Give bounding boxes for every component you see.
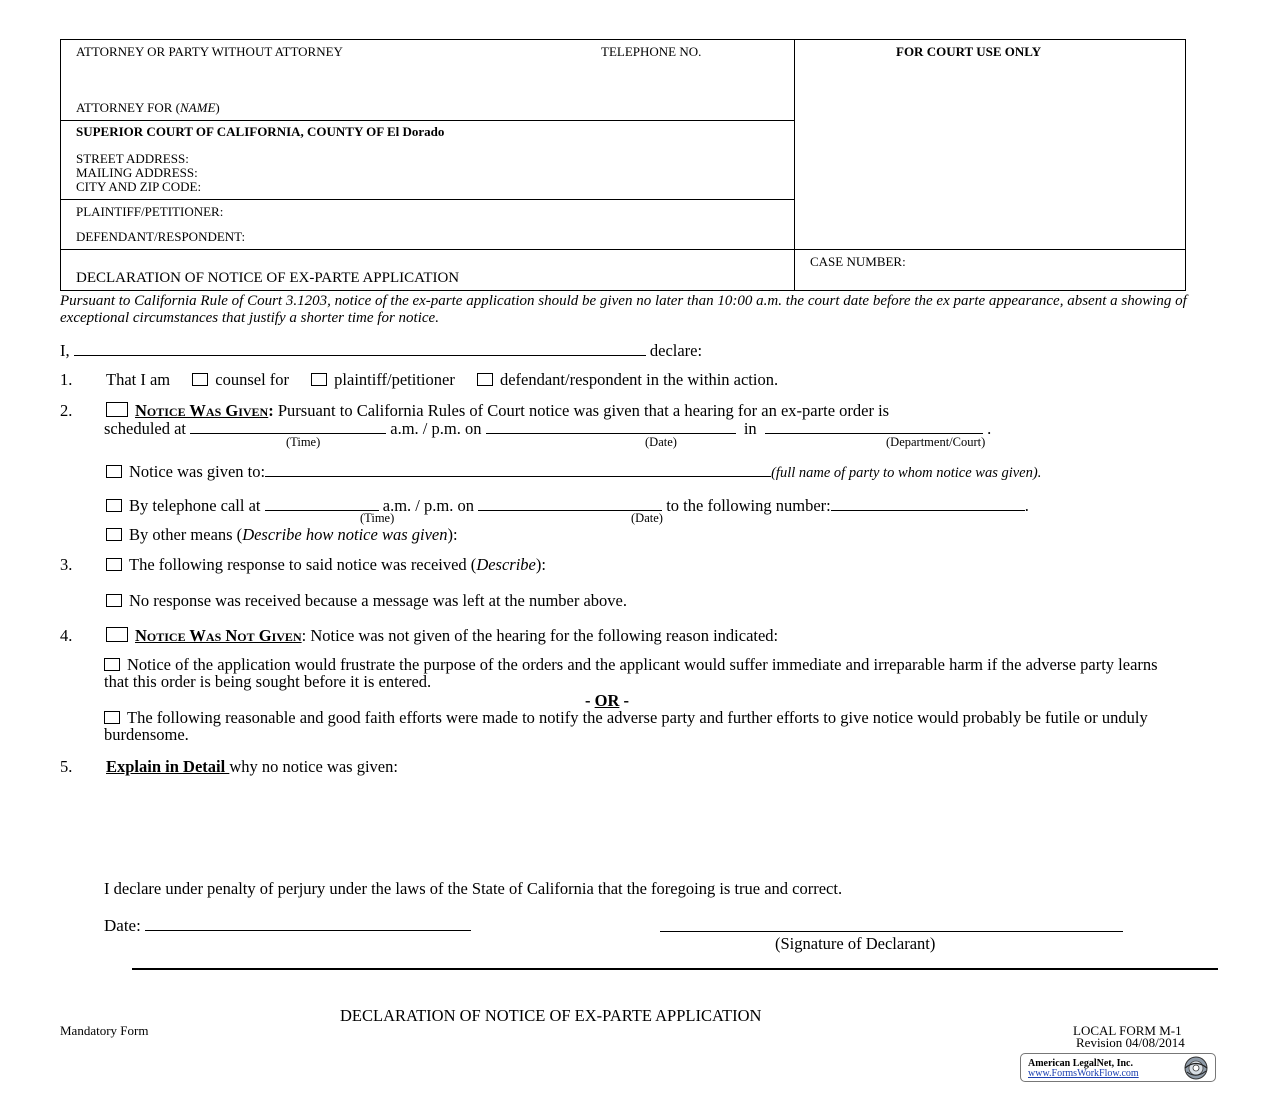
declarant-line: I, declare:	[60, 341, 703, 360]
scheduled-row: scheduled at a.m. / p.m. on in .	[104, 419, 992, 438]
no-response-checkbox[interactable]	[106, 594, 122, 607]
caption-rule-1	[60, 120, 795, 121]
good-faith-option: The following reasonable and good faith efforts were made to notify the adverse party and further efforts to give notice would probably be futile or unduly burdensome.	[104, 708, 1148, 744]
americanlegalnet-logo[interactable]	[1020, 1053, 1216, 1082]
caption-rule-3	[60, 249, 1186, 250]
defendant-checkbox[interactable]	[477, 373, 493, 386]
case-number-label: CASE NUMBER:	[810, 254, 906, 269]
telephone-label: TELEPHONE NO.	[601, 44, 702, 59]
court-use-label: FOR COURT USE ONLY	[896, 44, 1042, 59]
declarant-name-field[interactable]	[74, 340, 646, 356]
hearing-date-field[interactable]	[486, 418, 736, 434]
good-faith-checkbox[interactable]	[104, 711, 120, 724]
given-to-checkbox[interactable]	[106, 465, 122, 478]
local-form-label: LOCAL FORM M-1	[1073, 1023, 1182, 1038]
caption-box	[60, 39, 1186, 291]
notice-given-checkbox[interactable]	[106, 402, 128, 417]
hearing-time-field[interactable]	[190, 418, 386, 434]
globe-icon	[1179, 1055, 1213, 1081]
item-4-number: 4.	[60, 626, 73, 645]
telephone-row: By telephone call at a.m. / p.m. on to the following number: .	[106, 495, 1029, 516]
intro-text: Pursuant to California Rule of Court 3.1203, notice of the ex-parte application should be given no later than 10:00 a.m. the court date before the ex parte appearance, absent a showing of exceptional circumstances that justify a shorter time for notice.	[60, 293, 1187, 326]
notice-given-to-row: Notice was given to: (full name of party to whom notice was given).	[106, 461, 1041, 482]
department-field[interactable]	[765, 418, 983, 434]
frustrate-option: Notice of the application would frustrate the purpose of the orders and the applicant would suffer immediate and irreparable harm if the adverse party learns that this order is being sought before it is entered.	[104, 655, 1158, 691]
logo-website-link[interactable]: www.FormsWorkFlow.com	[1028, 1068, 1139, 1079]
footer-title: DECLARATION OF NOTICE OF EX-PARTE APPLICATION	[340, 1006, 762, 1025]
or-divider: - OR -	[585, 691, 629, 710]
frustrate-checkbox[interactable]	[104, 658, 120, 671]
time-hint: (Time)	[286, 435, 321, 449]
date-row: Date:	[104, 915, 471, 936]
phone-date-field[interactable]	[478, 495, 662, 511]
court-name: SUPERIOR COURT OF CALIFORNIA, COUNTY OF El Dorado	[76, 124, 445, 139]
city-zip-label: CITY AND ZIP CODE:	[76, 179, 202, 194]
item-2-heading-row: Notice Was Given: Pursuant to California Rules of Court notice was given that a hearing for an ex-parte order is	[106, 401, 889, 421]
signature-label: (Signature of Declarant)	[775, 934, 936, 953]
phone-time-field[interactable]	[265, 495, 379, 511]
defendant-label: DEFENDANT/RESPONDENT:	[76, 229, 246, 244]
caption-rule-2	[60, 199, 795, 200]
department-hint: (Department/Court)	[886, 435, 986, 449]
date-hint: (Date)	[645, 435, 677, 449]
plaintiff-checkbox[interactable]	[311, 373, 327, 386]
item-2-number: 2.	[60, 401, 73, 420]
form-title: DECLARATION OF NOTICE OF EX-PARTE APPLICATION	[76, 270, 460, 286]
other-means-checkbox[interactable]	[106, 528, 122, 541]
mandatory-form-label: Mandatory Form	[60, 1023, 149, 1038]
response-row: The following response to said notice was received (Describe):	[106, 555, 546, 575]
counsel-checkbox[interactable]	[192, 373, 208, 386]
revision-label: Revision 04/08/2014	[1076, 1035, 1185, 1050]
response-checkbox[interactable]	[106, 558, 122, 571]
telephone-checkbox[interactable]	[106, 499, 122, 512]
item-4-heading-row: Notice Was Not Given: Notice was not given of the hearing for the following reason indicated:	[106, 626, 778, 646]
footer-rule	[132, 968, 1218, 970]
phone-number-field[interactable]	[831, 495, 1025, 511]
item-5-row: Explain in Detail why no notice was given:	[106, 757, 398, 776]
given-to-field[interactable]	[265, 461, 771, 477]
other-means-row: By other means (Describe how notice was given):	[106, 525, 458, 545]
item-1-row: That I am counsel for plaintiff/petitioner defendant/respondent in the within action.	[106, 370, 779, 389]
notice-not-given-checkbox[interactable]	[106, 627, 128, 642]
caption-divider	[794, 39, 795, 291]
item-3-number: 3.	[60, 555, 73, 574]
plaintiff-label: PLAINTIFF/PETITIONER:	[76, 204, 224, 219]
phone-time-hint: (Time)	[360, 511, 395, 525]
attorney-for-label: ATTORNEY FOR (NAME)	[76, 100, 220, 115]
street-address-label: STREET ADDRESS:	[76, 151, 189, 166]
phone-date-hint: (Date)	[631, 511, 663, 525]
no-response-row: No response was received because a message was left at the number above.	[106, 591, 627, 611]
logo-company-name: American LegalNet, Inc.	[1028, 1058, 1133, 1069]
date-field[interactable]	[145, 915, 471, 931]
item-5-number: 5.	[60, 757, 73, 776]
perjury-statement: I declare under penalty of perjury under the laws of the State of California that the foregoing is true and correct.	[104, 879, 843, 898]
item-1-number: 1.	[60, 370, 73, 389]
signature-line[interactable]	[660, 931, 1123, 932]
attorney-label: ATTORNEY OR PARTY WITHOUT ATTORNEY	[76, 44, 343, 59]
mailing-address-label: MAILING ADDRESS:	[76, 165, 198, 180]
